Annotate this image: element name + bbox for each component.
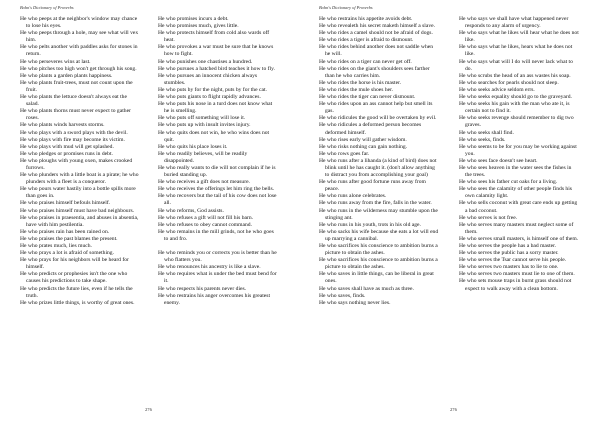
- proverb-entry: He who refuses a gift will not fill his barn.: [158, 214, 254, 221]
- proverb-entry: He who plants a garden plants happiness.: [20, 72, 113, 79]
- proverb-entry: He who saves, finds.: [319, 292, 366, 299]
- proverb-entry: He who saves shall have as much as three.: [319, 285, 414, 292]
- proverb-entry: He who remains in the mill grinds, not he who goes to and fro.: [158, 228, 274, 242]
- page-number: 276: [450, 407, 457, 412]
- proverb-entry: He who rides on a tiger can never get off.: [319, 58, 412, 65]
- proverb-entry: He who predicts the future lies, even if he tells the truth.: [20, 285, 133, 299]
- proverb-entry: He who says we shall have what happened never responds to any alarm of urgency.: [459, 16, 569, 30]
- proverb-entry: He who promises much, gives little.: [158, 23, 239, 30]
- proverb-entry: He who plunders with a little boat is a pirate; he who plunders with a fleet is a conqueror.: [20, 172, 139, 186]
- proverb-entry: He who quits his place loses it.: [158, 143, 228, 150]
- proverb-entry: He who scrubs the head of an ass wastes his soap.: [459, 72, 571, 79]
- proverb-entry: He who serves two masters has to lie to one.: [459, 264, 559, 271]
- proverb-entry: He who sets mouse traps in burnt grass should not expect to walk away with a clean bottom.: [459, 278, 572, 292]
- proverb-entry: He who ridicules a deformed person becomes deformed himself.: [319, 122, 422, 136]
- proverb-entry: He who rides the mule shoes her.: [319, 86, 394, 93]
- proverb-entry: He who rises early will gather wisdom.: [319, 136, 407, 143]
- proverb-entry: He who puts his nose in a turd does not know what he is smelling.: [158, 101, 273, 115]
- proverb-entry: He who serves the Tsar cannot serve his people.: [459, 257, 567, 264]
- proverb-entry: He who saves in little things, can be liberal in great ones.: [319, 271, 434, 285]
- proverb-entry: He who serves the people has a bad master.: [459, 243, 557, 249]
- proverb-entry: He who pours water hastily into a bottle spills more than goes in.: [20, 186, 136, 200]
- proverb-entry: He who serves small masters, is himself one of them.: [459, 235, 579, 242]
- proverb-entry: He who prizes little things, is worthy of great ones.: [20, 299, 135, 306]
- proverb-entry: He who prates much, lies much.: [20, 243, 92, 249]
- proverb-entry: He who runs in his youth, trots in his old age.: [319, 221, 421, 228]
- proverb-entry: He who seems to be for you may be working against you.: [459, 143, 577, 157]
- proverb-entry: He who puts off something will lose it.: [158, 115, 246, 122]
- proverb-entry: He who seeks revenge should remember to dig two graves.: [459, 115, 574, 129]
- proverb-entry: He who seeks shall find.: [459, 129, 514, 136]
- proverb-entry: He who restrains his appetite avoids debt.: [319, 16, 413, 22]
- proverb-entry: He who puts up with insult invites injury.: [158, 122, 251, 129]
- proverb-entry: He who peeps through a hole, may see what will vex him.: [20, 30, 139, 44]
- proverb-entry: He who pursues an innocent chicken always stumbles.: [158, 72, 258, 86]
- proverb-entry: He who promises incurs a debt.: [158, 16, 229, 22]
- proverb-entry: He who seeks equality should go to the graveyard.: [459, 94, 572, 101]
- proverb-entry: He who ridicules the good will be overtaken by evil.: [319, 115, 437, 122]
- proverb-entry: He who plays with mud will get splashed.: [20, 143, 114, 150]
- proverb-entry: He who pelts another with paddles asks for stones in return.: [20, 44, 138, 58]
- proverb-entry: He who says what will I do will never lack what to do.: [459, 58, 573, 72]
- proverb-entry: He who seeks his gain with the man who ate it, is certain not to find it.: [459, 101, 570, 115]
- proverb-entry: He who praises himself must have bad neighbours.: [20, 207, 135, 214]
- proverb-entry: He who praises rain has been rained on.: [20, 228, 110, 235]
- proverb-entry: He who reminds you or corrects you is better than he who flatters you.: [158, 250, 277, 264]
- proverb-entry: He who perseveres wins at last.: [20, 58, 91, 65]
- proverb-entry: He who recovers but the tail of his cow does not lose all.: [158, 193, 277, 207]
- proverb-entry: He who predicts or prophesies isn't the one who causes his predictions to take shape.: [20, 271, 128, 285]
- proverb-entry: He who protects himself from cold also wards off heat.: [158, 30, 270, 44]
- proverb-entry: He who runs after a lihanda (a kind of bird) does not blink until he has caught it. (don't allow anything to distract you from accomplishing your goal): [319, 157, 437, 179]
- right-column: [158, 16, 278, 307]
- proverb-entry: He who rides a camel should not be afraid of dogs.: [319, 30, 433, 37]
- proverb-entry: He who seeks, finds.: [459, 136, 506, 143]
- proverb-entry: He who plays with fire may become its victim.: [20, 136, 125, 143]
- proverb-entry: He who provokes a war must be sure that he knows how to fight.: [158, 44, 274, 58]
- proverb-entry: He who receives a gift does not measure.: [158, 179, 250, 186]
- proverb-entry: He who respects his parents never dies.: [158, 285, 247, 292]
- proverb-entry: He who revealeth his secret maketh himself a slave.: [319, 23, 436, 30]
- proverb-entry: He who pledges or promises runs in debt.: [20, 150, 113, 157]
- proverb-entry: He who sees the calamity of other people finds his own calamity light.: [459, 186, 572, 200]
- proverb-entry: He who searches for pearls should not sleep.: [459, 79, 559, 86]
- proverb-entry: He who rides the horse is his master.: [319, 79, 402, 86]
- proverb-entry: He who plants fruit-trees, must not count upon the fruit.: [20, 79, 133, 93]
- proverb-entry: He who really wants to die will not complain if he is buried standing up.: [158, 164, 276, 179]
- proverb-entry: He who sees heaven in the water sees the fishes in the trees.: [459, 164, 572, 179]
- proverb-entry: He who rides behind another does not saddle when he will.: [319, 44, 434, 58]
- running-header: Bohn's Dictionary of Proverbs: [319, 5, 373, 10]
- proverb-entry: He who pitches too high won't get through his song.: [20, 65, 137, 72]
- proverb-entry: He who serves many masters must neglect some of them.: [459, 221, 574, 235]
- proverb-entry: He who receives the offerings let him ring the bells.: [158, 186, 275, 193]
- proverb-entry: He who puts by for the night, puts by for the cat.: [158, 86, 267, 93]
- proverb-entry: He who puts giants to flight rapidly advances.: [158, 94, 261, 101]
- proverb-entry: He who risks nothing can gain nothing.: [319, 143, 408, 150]
- proverb-entry: He who renounces his ancestry is like a slave.: [158, 264, 261, 271]
- proverb-entry: He who sees his father cut oaks for a living.: [459, 179, 558, 186]
- proverb-entry: He who rides a tiger is afraid to dismount.: [319, 37, 414, 44]
- proverb-entry: He who pursues a hatched bird teaches it how to fly.: [158, 65, 275, 72]
- proverb-entry: He who peeps at the neighbor's window may chance to lose his eyes.: [20, 16, 138, 30]
- proverb-entry: He who seeks advice seldom errs.: [459, 86, 535, 93]
- proverb-entry: He who sacrifices his conscience to ambition burns a picture to obtain the ashes.: [319, 243, 438, 257]
- proverb-entry: He who rides on the giant's shoulders sees farther than he who carries him.: [319, 65, 430, 79]
- proverb-entry: He who runs away from the fire, falls in the water.: [319, 200, 432, 207]
- proverb-entry: He who quits does not win, he who wins does not quit.: [158, 129, 270, 143]
- proverb-entry: He who praises himself befouls himself.: [20, 200, 111, 207]
- proverb-entry: He who punishes one chastises a hundred.: [158, 58, 253, 65]
- proverb-entry: He who serves is not free.: [459, 214, 518, 221]
- proverb-entry: He who runs after good fortune runs away from peace.: [319, 179, 426, 193]
- proverb-entry: He who sees face doesn't see heart.: [459, 157, 538, 164]
- left-column: [20, 16, 140, 307]
- proverb-entry: He who runs in the wilderness may stumble upon the stinging ant.: [319, 207, 438, 221]
- proverb-entry: He who restrains his anger overcomes his greatest enemy.: [158, 292, 270, 306]
- proverb-entry: He who serves the public has a sorry master.: [459, 250, 559, 257]
- right-page: [300, 0, 600, 424]
- proverb-entry: He who rides the tiger can never dismount.: [319, 94, 416, 101]
- proverb-entry: He who rides upon an ass cannot help but smell its gas.: [319, 101, 433, 115]
- proverb-entry: He who sacrifices his conscience to ambition burns a picture to obtain the ashes.: [319, 257, 438, 271]
- proverb-entry: He who sells coconut with great care ends up getting a bad coconut.: [459, 200, 578, 214]
- proverb-entry: He who praises the past blames the present.: [20, 235, 118, 242]
- proverb-entry: He who prays for his neighbors will be heard for himself.: [20, 257, 129, 271]
- proverb-entry: He who says nothing never lies.: [319, 299, 391, 306]
- left-column: [319, 16, 439, 307]
- proverb-entry: He who rows goes far.: [319, 150, 370, 157]
- proverb-entry: He who says what he likes, hears what he does not like.: [459, 44, 573, 58]
- proverb-entry: He who sacks his wife because she eats a lot will end up marrying a cannibal.: [319, 228, 439, 242]
- page-number: 276: [145, 407, 152, 412]
- right-column: [459, 16, 579, 293]
- proverb-entry: He who praises in praesentia, and abuses in absentia, have with him pestilentia.: [20, 214, 139, 228]
- proverb-entry: He who readily believes, will be readily disappointed.: [158, 150, 248, 164]
- proverb-entry: He who requires what is under the bed must bend for it.: [158, 271, 277, 285]
- proverb-entry: He who prays a lot is afraid of something.: [20, 250, 114, 257]
- proverb-entry: [158, 243, 278, 250]
- proverb-entry: He who ploughs with young oxen, makes crooked furrows.: [20, 157, 133, 171]
- proverb-entry: He who reforms, God assists.: [158, 207, 224, 214]
- proverb-entry: He who runs alone celebrates.: [319, 193, 387, 200]
- proverb-entry: He who refuses to obey cannot command.: [158, 221, 252, 228]
- proverb-entry: He who plants winds harvests storms.: [20, 122, 105, 129]
- proverb-entry: He who plants the lettuce doesn't always eat the salad.: [20, 94, 127, 108]
- proverb-entry: He who serves two masters must lie to one of them.: [459, 271, 575, 278]
- proverb-entry: He who plants thorns must never expect to gather roses.: [20, 108, 131, 122]
- running-header: Bohn's Dictionary of Proverbs: [20, 5, 74, 10]
- proverb-entry: He who plays with a sword plays with the devil.: [20, 129, 128, 136]
- proverb-entry: He who says what he likes will hear what he does not like.: [459, 30, 579, 44]
